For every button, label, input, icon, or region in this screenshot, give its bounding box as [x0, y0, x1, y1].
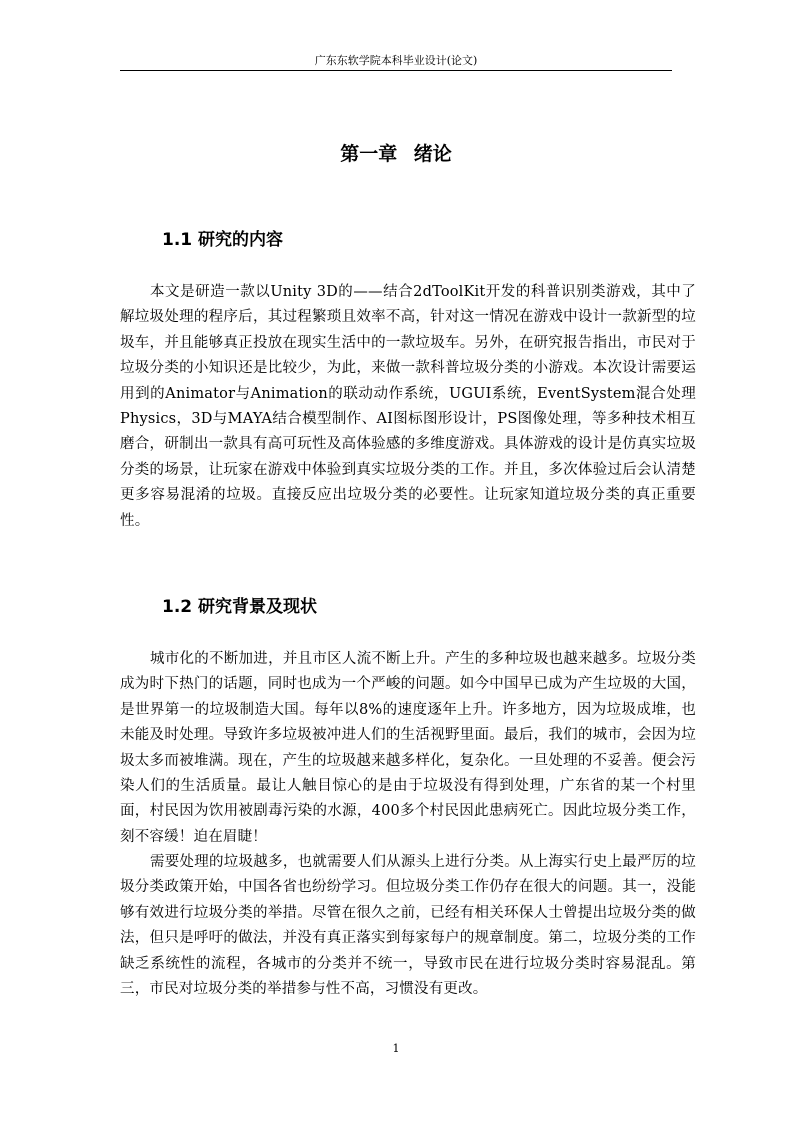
- chapter-title: 第一章 绪论: [340, 143, 452, 165]
- running-header: 广东东软学院本科毕业设计(论文): [314, 54, 478, 67]
- section-1-2-paragraph-2: 需要处理的垃圾越多，也就需要人们从源头上进行分类。从上海实行史上最严厉的垃圾分类政策开始，中国各省也纷纷学习。但垃圾分类工作仍存在很大的问题。其一，没能够有效进行垃圾分类的举措。尽管在很久之前，已经有相关环保人士曾提出垃圾分类的做法，但只是呼吁的做法，并没有真正落实到每家每户的规章制度。第二，垃圾分类的工作缺乏系统性的流程，各城市的分类并不统一，导致市民在进行垃圾分类时容易混乱。第三，市民对垃圾分类的举措参与性不高，习惯没有更改。: [120, 854, 696, 998]
- section-title-1-1: 1.1 研究的内容: [162, 230, 284, 250]
- page-number: 1: [392, 1042, 400, 1055]
- section-1-2-paragraph-1: 城市化的不断加进，并且市区人流不断上升。产生的多种垃圾也越来越多。垃圾分类成为时下热门的话题，同时也成为一个严峻的问题。如今中国早已成为产生垃圾的大国，是世界第一的垃圾制造大国。每年以8%的速度逐年上升。许多地方，因为垃圾成堆，也未能及时处理。导致许多垃圾被冲进人们的生活视野里面。最后，我们的城市，会因为垃圾太多而被堆满。现在，产生的垃圾越来越多样化，复杂化。一旦处理的不妥善。便会污染人们的生活质量。最让人触目惊心的是由于垃圾没有得到处理，广东省的某一个村里面，村民因为饮用被剧毒污染的水源，400多个村民因此患病死亡。因此垃圾分类工作，刻不容缓！迫在眉睫！: [120, 651, 696, 845]
- header-rule: [120, 70, 672, 71]
- section-title-1-2: 1.2 研究背景及现状: [162, 597, 318, 617]
- section-1-1-paragraph-1: 本文是研造一款以Unity 3D的——结合2dToolKit开发的科普识别类游戏，其中了解垃圾处理的程序后，其过程繁琐且效率不高，针对这一情况在游戏中设计一款新型的垃圾车，并且能够真正投放在现实生活中的一款垃圾车。另外，在研究报告指出，市民对于垃圾分类的小知识还是比较少，为此，来做一款科普垃圾分类的小游戏。本次设计需要运用到的Animator与Animation的联动动作系统，UGUI系统，EventSystem混合处理Physics，3D与MAYA结合模型制作、AI图标图形设计，PS图像处理，等多种技术相互磨合，研制出一款具有高可玩性及高体验感的多维度游戏。具体游戏的设计是仿真实垃圾分类的场景，让玩家在游戏中体验到真实垃圾分类的工作。并且，多次体验过后会认清楚更多容易混淆的垃圾。直接反应出垃圾分类的必要性。让玩家知道垃圾分类的真正重要性。: [120, 284, 696, 529]
